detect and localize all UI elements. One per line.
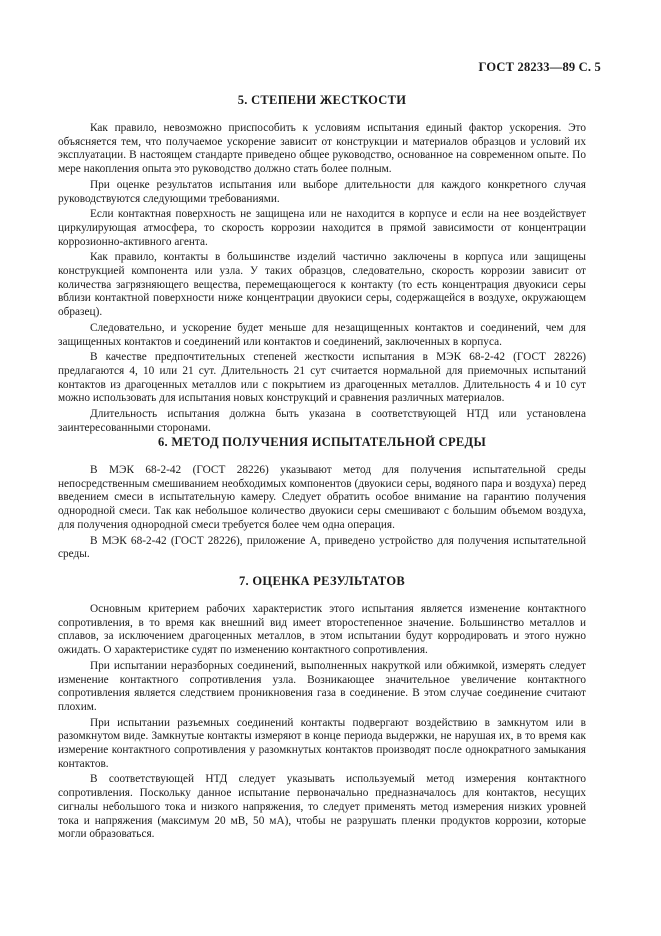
- paragraph: В качестве предпочтительных степеней жесткости испытания в МЭК 68-2-42 (ГОСТ 28226) предлагаются 4, 10 или 21 сут. Длительность 21 сут считается нормальной для приемочных испытаний контактов из драгоценных металлов или с покрытием из драгоценных металлов. Длительность 4 и 10 сут можно использовать для испытания новых конструкций и сравнения различных материалов.: [58, 351, 586, 405]
- paragraph: При испытании неразборных соединений, выполненных накруткой или обжимкой, измерять следует изменение контактного сопротивления узла. Возникающее значительное увеличение контактного сопротивления является следствием проникновения газа в соединение. В этом случае соединение считают плохим.: [58, 659, 586, 713]
- section-title: 6. МЕТОД ПОЛУЧЕНИЯ ИСПЫТАТЕЛЬНОЙ СРЕДЫ: [157, 435, 487, 449]
- paragraph: В МЭК 68-2-42 (ГОСТ 28226) указывают метод для получения испытательной среды непосредственным смешиванием необходимых компонентов (двуокиси серы, водяного пара и воздуха) перед введением смеси в испытательную камеру. Следует обратить особое внимание на гарантию получения однородной смеси. Так как небольшое количество двуокиси серы смешивают с большим объемом воздуха, для получения однородной смеси требуется более чем одна операция.: [58, 464, 586, 531]
- section-7: [58, 574, 586, 844]
- paragraph: Длительность испытания должна быть указана в соответствующей НТД или установлена заинтересованными сторонами.: [58, 408, 586, 434]
- paragraph: Если контактная поверхность не защищена или не находится в корпусе и если на нее воздействует циркулирующая атмосфера, то скорость коррозии находится в прямой зависимости от концентрации коррозионно-активного агента.: [58, 208, 586, 248]
- paragraph: Как правило, невозможно приспособить к условиям испытания единый фактор ускорения. Это объясняется тем, что получаемое ускорение зависит от конструкции и материалов образцов и условий их эксплуатации. В настоящем стандарте приведено общее руководство, основанное на современном опыте. По мере накопления опыта это руководство должно стать более полным.: [58, 122, 586, 176]
- paragraph: В МЭК 68-2-42 (ГОСТ 28226), приложение А, приведено устройство для получения испытательной среды.: [58, 534, 586, 561]
- section-title: 5. СТЕПЕНИ ЖЕСТКОСТИ: [237, 93, 407, 107]
- paragraph: В соответствующей НТД следует указывать используемый метод измерения контактного сопротивления. Поскольку данное испытание первоначально предназначалось для контактов, несущих сигналы небольшого тока и низкого напряжения, то следует применять метод измерения низких уровней тока и напряжения (максимум 20 мВ, 50 мА), чтобы не разрушать пленки продуктов коррозии, которые могли образоваться.: [58, 773, 586, 841]
- paragraph: При испытании разъемных соединений контакты подвергают воздействию в замкнутом или в разомкнутом виде. Замкнутые контакты измеряют в конце периода выдержки, не нарушая их, в то время как измерение контактного сопротивления у разомкнутых контактов производят после однократного замыкания контактов.: [58, 716, 586, 770]
- paragraph: При оценке результатов испытания или выборе длительности для каждого конкретного случая руководствуются следующими требованиями.: [58, 178, 586, 205]
- section-title: 7. ОЦЕНКА РЕЗУЛЬТАТОВ: [239, 574, 405, 588]
- page-header: ГОСТ 28233—89 С. 5: [478, 60, 601, 74]
- paragraph: Следовательно, и ускорение будет меньше для незащищенных контактов и соединений, чем для защищенных контактов и соединений или контактов и соединений, заключенных в корпуса.: [58, 321, 586, 348]
- section-5: [58, 93, 586, 437]
- section-6: [58, 435, 586, 564]
- paragraph: Основным критерием рабочих характеристик этого испытания является изменение контактного сопротивления, в то время как внешний вид имеет второстепенное значение. Большинство металлов и сплавов, за исключением драгоценных металлов, в этом испытании будут корродировать и этого нужно ожидать. О характеристике судят по изменению контактного сопротивления.: [58, 603, 586, 657]
- paragraph: Как правило, контакты в большинстве изделий частично заключены в корпуса или защищены конструкцией компонента или узла. У таких образцов, следовательно, скорость коррозии зависит от количества загрязняющего вещества, перемещающегося к контакту (то есть концентрация двуокиси серы вблизи контактной поверхности ниже концентрации двуокиси серы, содержащейся в воздухе, окружающем образец).: [58, 251, 586, 319]
